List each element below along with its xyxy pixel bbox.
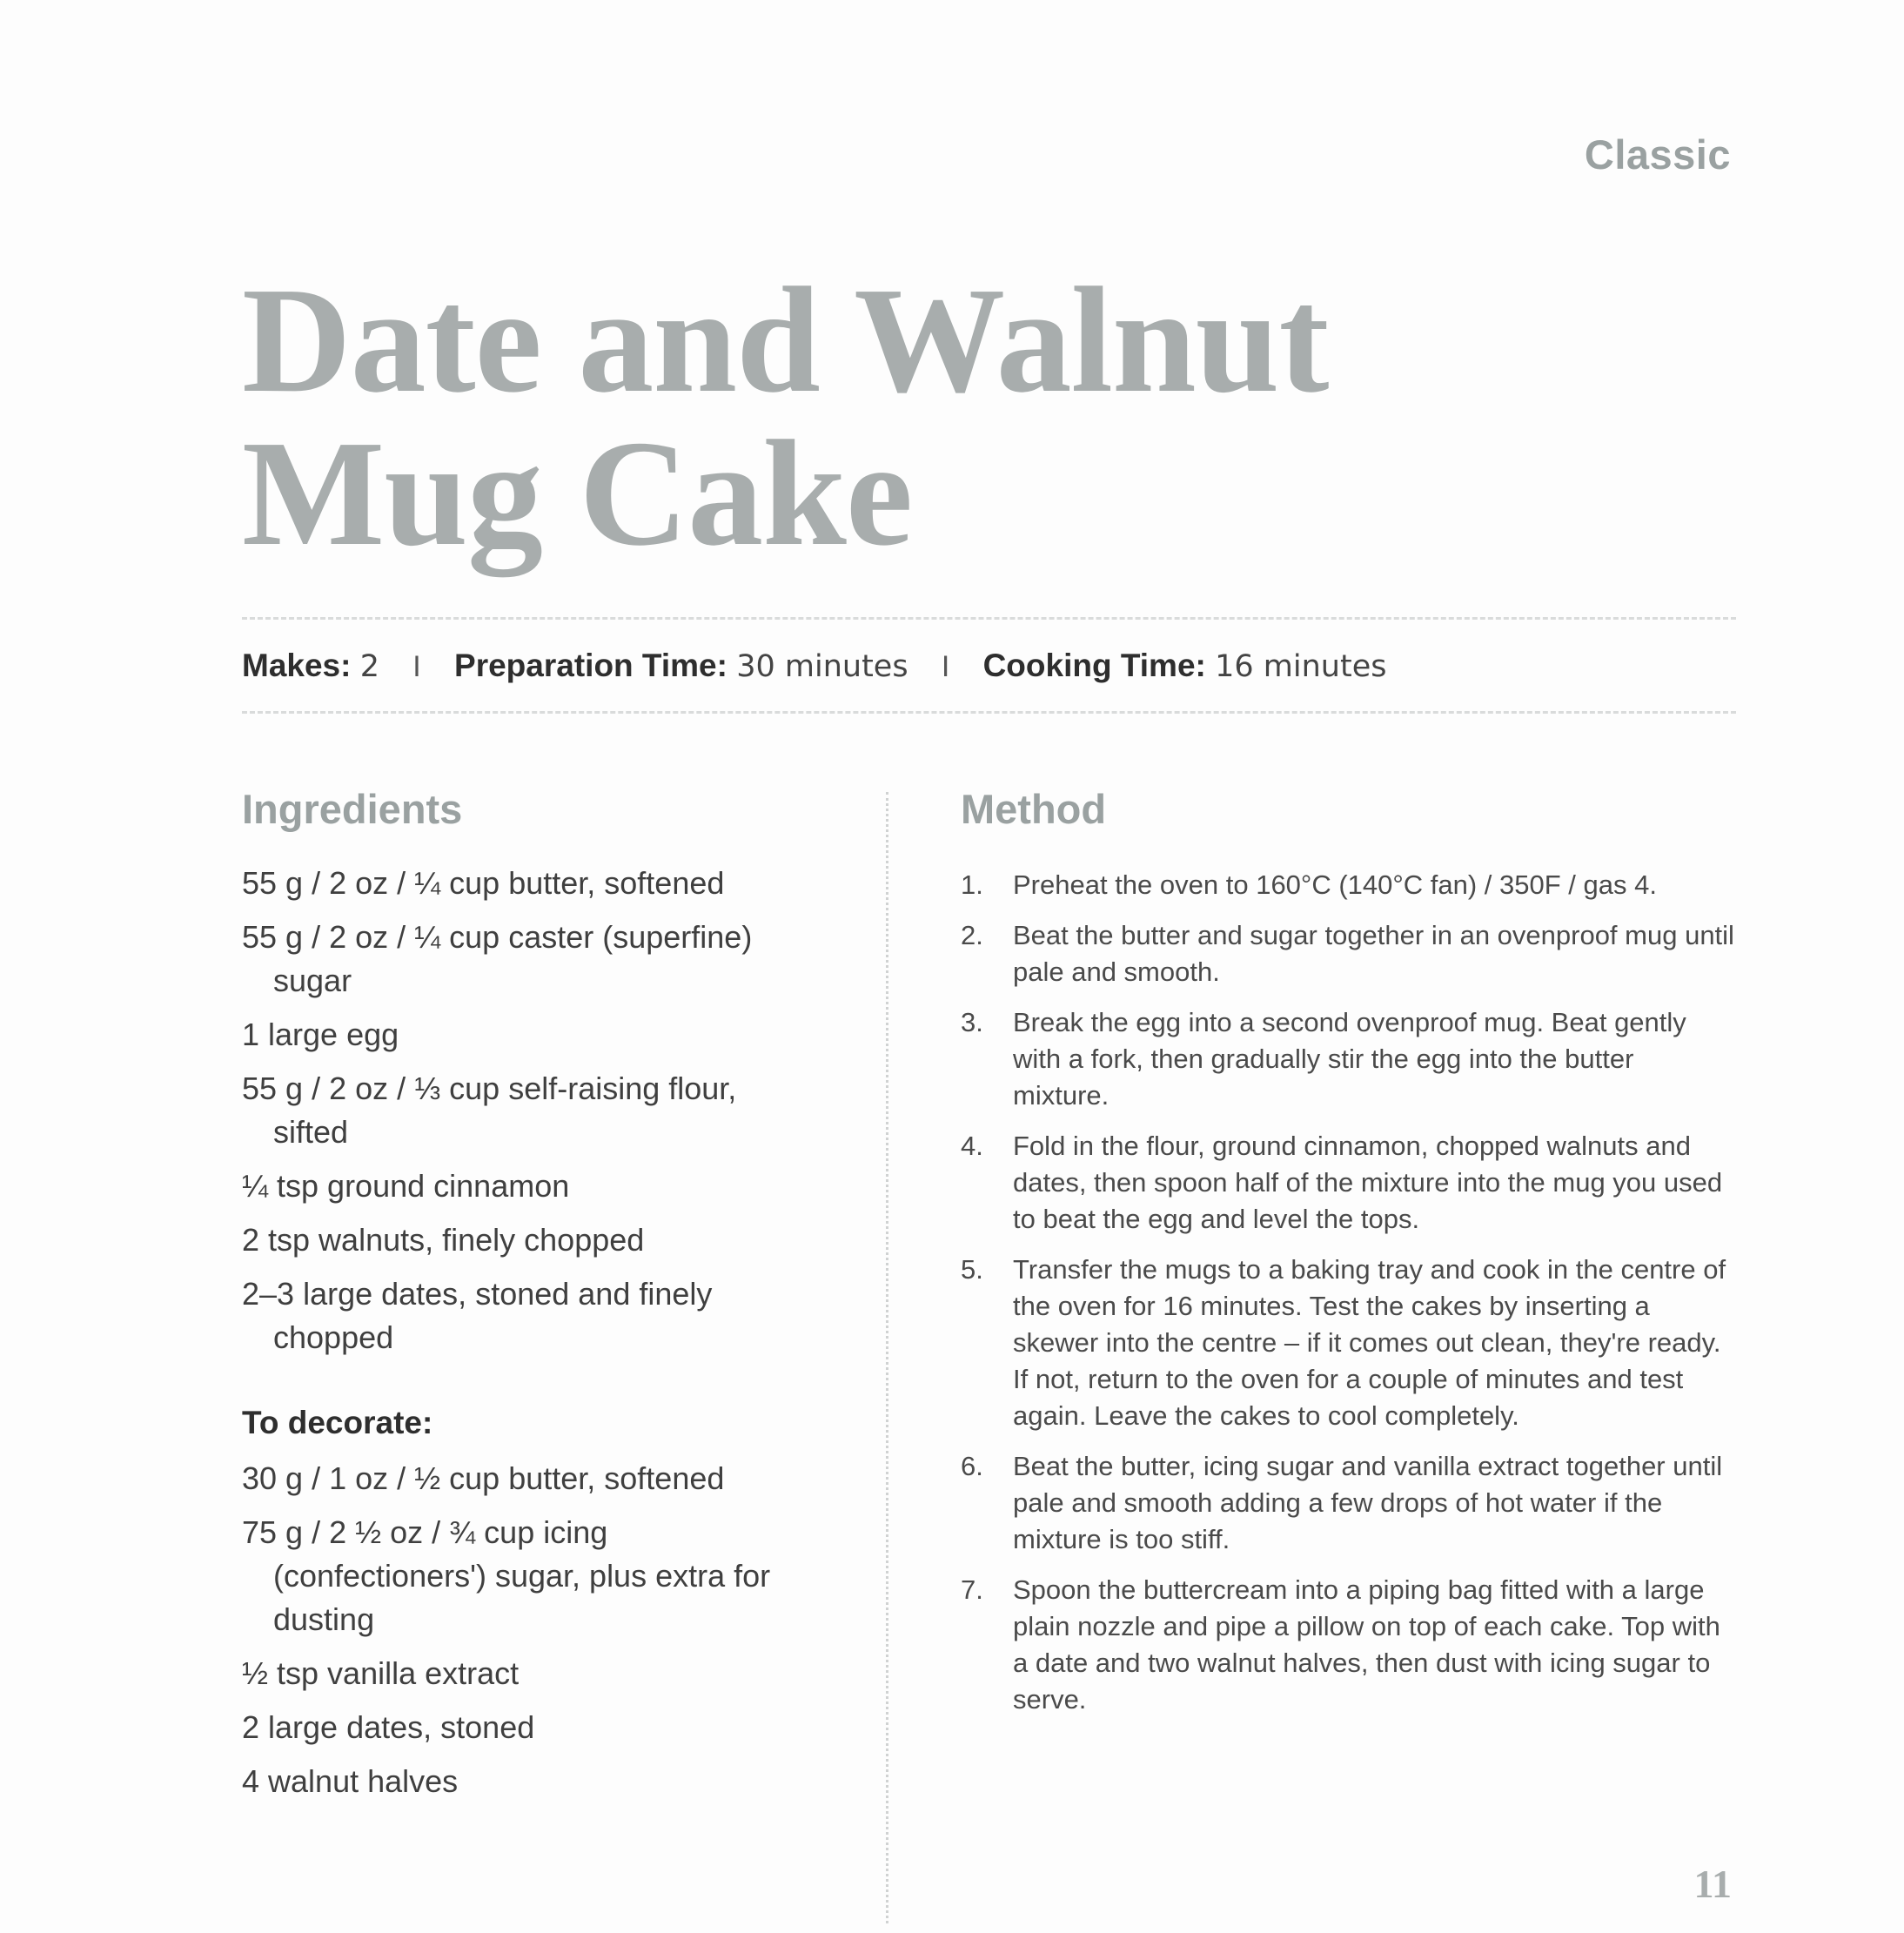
makes-label: Makes: xyxy=(242,648,352,683)
method-step xyxy=(961,1572,1735,1718)
cook-time-value: 16 minutes xyxy=(1215,649,1387,684)
ingredient-item: 1 large egg xyxy=(242,1017,399,1052)
prep-time-value: 30 minutes xyxy=(736,649,908,684)
step-number: 2. xyxy=(961,920,983,950)
decorate-item: 4 walnut halves xyxy=(242,1763,459,1799)
ingredient-item: ¼ tsp ground cinnamon xyxy=(242,1168,570,1204)
recipe-title xyxy=(242,256,1329,577)
ingredients-list xyxy=(242,862,799,1370)
method-step xyxy=(961,917,1735,990)
ingredient-item: 55 g / 2 oz / ¼ cup butter, softened xyxy=(242,865,725,901)
step-text: Fold in the flour, ground cinnamon, chopped walnuts and dates, then spoon half of the mixture into the mug you used to beat the egg and level the tops. xyxy=(1013,1131,1723,1234)
step-number: 1. xyxy=(961,869,983,900)
step-text: Beat the butter, icing sugar and vanilla extract together until pale and smooth adding a few drops of hot water if the mixture is too stiff. xyxy=(1013,1451,1723,1554)
step-text: Transfer the mugs to a baking tray and cook in the centre of the oven for 16 minutes. Test the cakes by inserting a skewer into the centre – if it comes out clean, they're ready. If not, return to the oven for a couple of minutes and test again. Leave the cakes to cool completely. xyxy=(1013,1254,1726,1431)
step-text: Beat the butter and sugar together in an ovenproof mug until pale and smooth. xyxy=(1013,920,1734,987)
title-line-2: Mug Cake xyxy=(242,409,913,577)
method-step xyxy=(961,1252,1735,1434)
dashed-divider-bottom xyxy=(242,711,1736,714)
step-number: 7. xyxy=(961,1574,983,1605)
ingredient-item: 55 g / 2 oz / ¼ cup caster (superfine) sugar xyxy=(242,919,753,998)
title-line-1: Date and Walnut xyxy=(242,256,1329,424)
step-number: 6. xyxy=(961,1451,983,1481)
decorate-heading: To decorate: xyxy=(242,1405,433,1440)
meta-separator: I xyxy=(941,650,950,683)
cook-time-label: Cooking Time: xyxy=(982,648,1206,683)
method-step xyxy=(961,1128,1735,1238)
decorate-item: 75 g / 2 ½ oz / ¾ cup icing (confectioners') sugar, plus extra for dusting xyxy=(242,1514,771,1637)
step-text: Break the egg into a second ovenproof mug. Beat gently with a fork, then gradually stir the egg into the butter mixture. xyxy=(1013,1007,1686,1111)
dashed-divider-top xyxy=(242,617,1736,620)
section-label: Classic xyxy=(1584,131,1731,178)
method-heading: Method xyxy=(961,786,1107,832)
ingredients-heading: Ingredients xyxy=(242,786,463,832)
method-steps xyxy=(961,867,1735,1732)
ingredient-item: 55 g / 2 oz / ⅓ cup self-raising flour, sifted xyxy=(242,1071,737,1150)
decorate-item: 30 g / 1 oz / ½ cup butter, softened xyxy=(242,1460,725,1496)
method-step xyxy=(961,867,1735,903)
step-text: Spoon the buttercream into a piping bag fitted with a large plain nozzle and pipe a pillow on top of each cake. Top with a date and two walnut halves, then dust with icing sugar to serve. xyxy=(1013,1574,1720,1715)
decorate-list xyxy=(242,1457,799,1814)
method-step xyxy=(961,1004,1735,1114)
makes-value: 2 xyxy=(359,649,380,684)
decorate-item: ½ tsp vanilla extract xyxy=(242,1655,520,1691)
step-number: 5. xyxy=(961,1254,983,1285)
step-text: Preheat the oven to 160°C (140°C fan) / 350F / gas 4. xyxy=(1013,869,1657,900)
meta-separator: I xyxy=(412,650,421,683)
decorate-item: 2 large dates, stoned xyxy=(242,1709,535,1745)
recipe-meta xyxy=(242,642,1386,690)
step-number: 3. xyxy=(961,1007,983,1037)
prep-time-label: Preparation Time: xyxy=(454,648,727,683)
column-divider xyxy=(886,792,888,1923)
ingredient-item: 2 tsp walnuts, finely chopped xyxy=(242,1222,645,1258)
step-number: 4. xyxy=(961,1131,983,1161)
page-number: 11 xyxy=(1693,1862,1732,1906)
method-step xyxy=(961,1448,1735,1558)
ingredient-item: 2–3 large dates, stoned and finely chopped xyxy=(242,1276,713,1355)
